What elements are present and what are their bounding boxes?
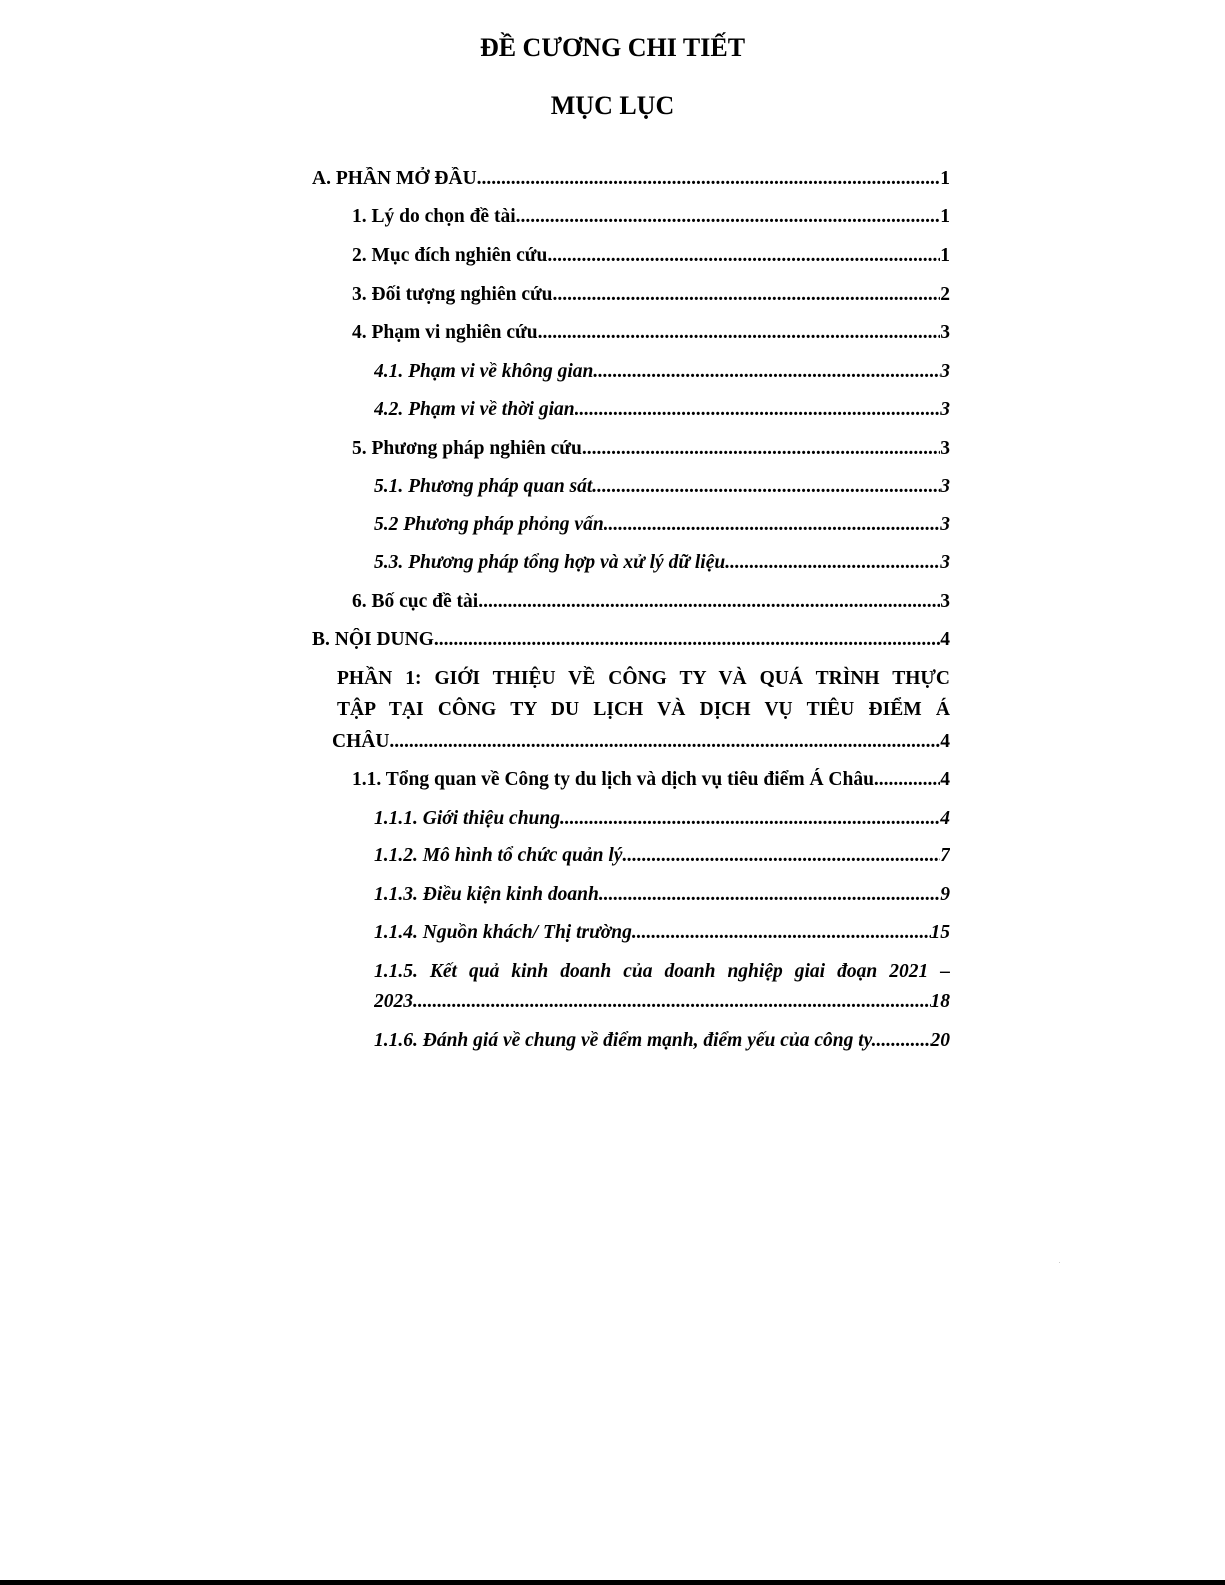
toc-label: 1.1.1. Giới thiệu chung xyxy=(374,808,561,829)
toc-entry-5-2[interactable] xyxy=(374,513,950,537)
dot-leader xyxy=(604,513,941,537)
toc-label: 2023 xyxy=(374,991,413,1012)
toc-label: 4.1. Phạm vi về không gian xyxy=(374,361,594,382)
toc-entry-3[interactable] xyxy=(352,283,950,307)
toc-page-number: 3 xyxy=(940,322,950,343)
toc-page-number: 3 xyxy=(940,552,950,573)
toc-page-number: 4 xyxy=(940,808,950,829)
toc-entry-5-3[interactable] xyxy=(374,551,950,575)
toc-label: 2. Mục đích nghiên cứu xyxy=(352,245,548,266)
toc-label: 1. Lý do chọn đề tài xyxy=(352,206,516,227)
dot-leader xyxy=(592,475,940,499)
toc-page-number: 3 xyxy=(940,476,950,497)
toc-page-number: 4 xyxy=(940,769,950,790)
toc-label: 4.2. Phạm vi về thời gian xyxy=(374,399,575,420)
toc-label: 5. Phương pháp nghiên cứu xyxy=(352,438,582,459)
dot-leader xyxy=(413,990,931,1014)
dot-leader xyxy=(389,730,940,754)
toc-entry-5-1[interactable] xyxy=(374,475,950,499)
toc-page-number: 3 xyxy=(940,438,950,459)
toc-page-number: 3 xyxy=(940,361,950,382)
toc-label: 6. Bố cục đề tài xyxy=(352,591,479,612)
toc-label: 1.1. Tổng quan về Công ty du lịch và dịch vụ tiêu điểm Á Châu xyxy=(352,769,874,790)
dot-leader xyxy=(478,590,940,614)
dot-leader xyxy=(538,321,941,345)
toc-entry-4[interactable] xyxy=(352,321,950,345)
dot-leader xyxy=(593,360,940,384)
toc-page-number: 7 xyxy=(940,845,950,866)
dot-leader xyxy=(553,283,941,307)
dot-leader xyxy=(725,551,940,575)
toc-entry-1-1-5-line1[interactable]: 1.1.5. Kết quả kinh doanh của doanh nghiệp giai đoạn 2021 – xyxy=(374,961,950,982)
toc-entry-4-2[interactable] xyxy=(374,398,950,422)
toc-page-number: 15 xyxy=(930,922,950,943)
toc-entry-1-1[interactable] xyxy=(352,768,950,792)
toc-entry-part-1-line1[interactable]: PHẦN 1: GIỚI THIỆU VỀ CÔNG TY VÀ QUÁ TRÌNH THỰC xyxy=(337,668,950,689)
toc-label: 1.1.6. Đánh giá về chung về điểm mạnh, điểm yếu của công ty. xyxy=(374,1030,877,1051)
toc-label: CHÂU xyxy=(332,731,390,752)
dot-leader xyxy=(632,921,931,945)
toc-label: 5.1. Phương pháp quan sát xyxy=(374,476,593,497)
toc-page-number: 1 xyxy=(940,245,950,266)
toc-label: A. PHẦN MỞ ĐẦU xyxy=(312,168,477,189)
dot-leader xyxy=(582,437,940,461)
toc-entry-1[interactable] xyxy=(352,205,950,229)
scan-speck xyxy=(1059,1262,1060,1263)
toc-entry-part-1-line2[interactable]: TẬP TẠI CÔNG TY DU LỊCH VÀ DỊCH VỤ TIÊU ĐIỂM Á xyxy=(337,699,950,720)
toc-entry-1-1-2[interactable] xyxy=(374,844,950,868)
dot-leader xyxy=(434,628,940,652)
toc-page-number: 4 xyxy=(940,629,950,650)
toc-page-number: 18 xyxy=(930,991,950,1012)
dot-leader xyxy=(575,398,941,422)
toc-label: 5.2 Phương pháp phỏng vấn xyxy=(374,514,604,535)
toc-page-number: 1 xyxy=(940,206,950,227)
toc-page-number: 1 xyxy=(940,168,950,189)
dot-leader xyxy=(547,244,940,268)
dot-leader xyxy=(874,768,940,792)
toc-label: 1.1.3. Điều kiện kinh doanh xyxy=(374,884,599,905)
toc-entry-1-1-1[interactable] xyxy=(374,807,950,831)
dot-leader xyxy=(599,883,940,907)
toc-page-number: 20 xyxy=(930,1030,950,1051)
dot-leader xyxy=(876,1029,930,1053)
dot-leader xyxy=(622,844,940,868)
toc-label: 4. Phạm vi nghiên cứu xyxy=(352,322,538,343)
toc-page-number: 9 xyxy=(940,884,950,905)
toc-heading: MỤC LỤC xyxy=(550,91,675,120)
toc-entry-2[interactable] xyxy=(352,244,950,268)
toc-entry-part-1-line3[interactable] xyxy=(332,730,950,754)
toc-entry-1-1-6[interactable] xyxy=(374,1029,950,1053)
dot-leader xyxy=(477,167,941,191)
page-bottom-border xyxy=(0,1580,1225,1585)
toc-entry-part-a[interactable] xyxy=(312,167,950,191)
toc-entry-1-1-5-line2[interactable] xyxy=(374,990,950,1014)
toc-entry-6[interactable] xyxy=(352,590,950,614)
document-title: ĐỀ CƯƠNG CHI TIẾT xyxy=(479,33,746,62)
toc-page-number: 3 xyxy=(940,399,950,420)
toc-label: 3. Đối tượng nghiên cứu xyxy=(352,284,553,305)
toc-entry-5[interactable] xyxy=(352,437,950,461)
toc-page-number: 3 xyxy=(940,514,950,535)
toc-page-number: 2 xyxy=(940,284,950,305)
toc-entry-part-b[interactable] xyxy=(312,628,950,652)
toc-page-number: 3 xyxy=(940,591,950,612)
toc-label: B. NỘI DUNG xyxy=(312,629,434,650)
dot-leader xyxy=(516,205,941,229)
toc-label: 1.1.4. Nguồn khách/ Thị trường xyxy=(374,922,632,943)
toc-entry-1-1-3[interactable] xyxy=(374,883,950,907)
dot-leader xyxy=(560,807,940,831)
toc-entry-1-1-4[interactable] xyxy=(374,921,950,945)
toc-entry-4-1[interactable] xyxy=(374,360,950,384)
toc-page-number: 4 xyxy=(940,731,950,752)
toc-label: 1.1.2. Mô hình tổ chức quản lý xyxy=(374,845,623,866)
toc-label: 5.3. Phương pháp tổng hợp và xử lý dữ liệu xyxy=(374,552,726,573)
